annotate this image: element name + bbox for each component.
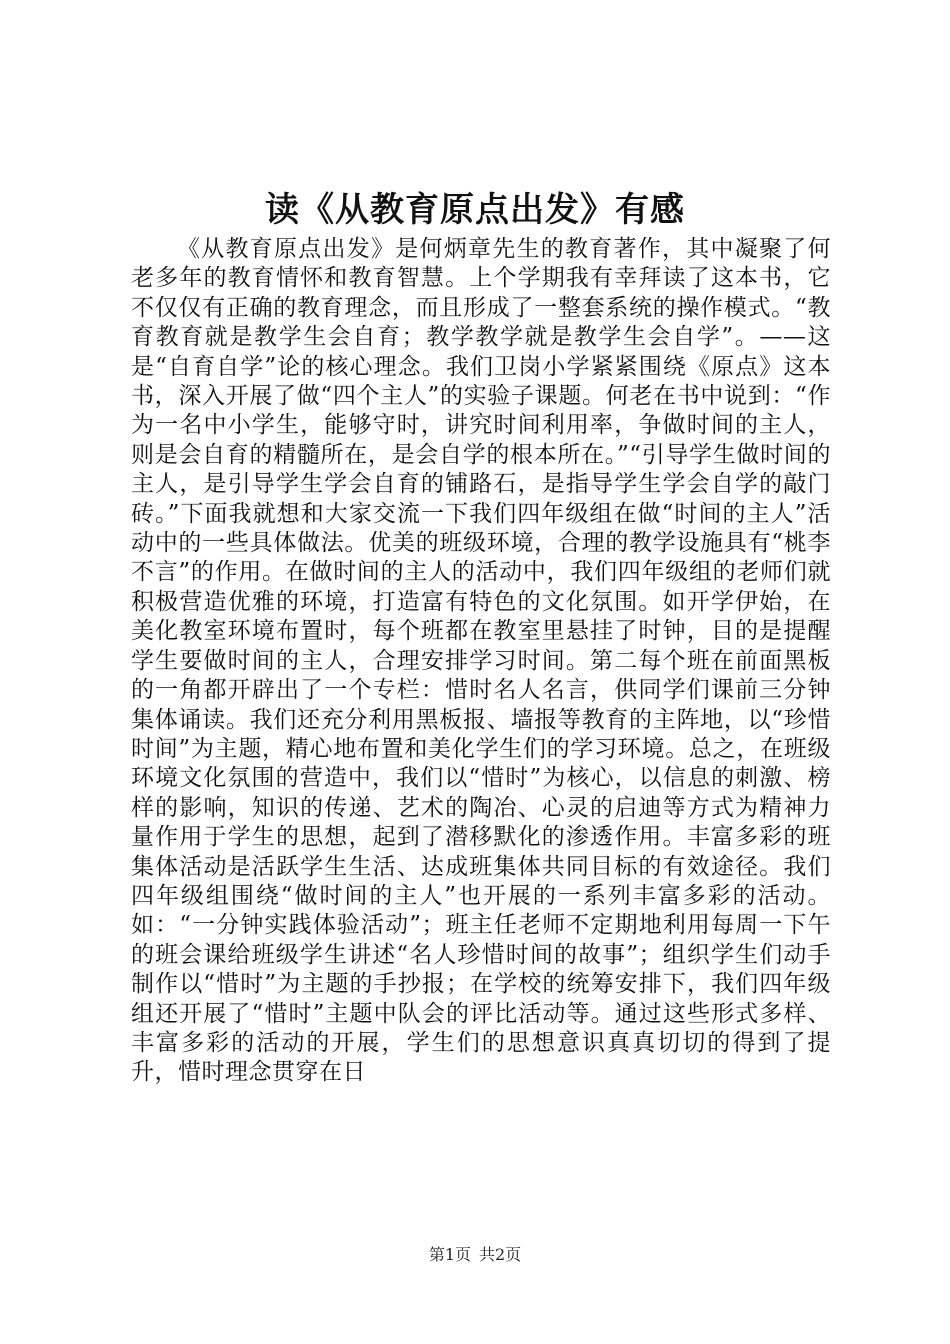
page-number-total: 共2页: [479, 1245, 522, 1264]
document-body-paragraph: 《从教育原点出发》是何炳章先生的教育著作，其中凝聚了何老多年的教育情怀和教育智慧。上个学期我有幸拜读了这本书，它不仅仅有正确的教育理念，而且形成了一整套系统的操作模式。“教育教育就是教学生会自育；教学教学就是教学生会自学”。——这是“自育自学”论的核心理念。我们卫岗小学紧紧围绕《原点》这本书，深入开展了做“四个主人”的实验子课题。何老在书中说到：“作为一名中小学生，能够守时，讲究时间利用率，争做时间的主人，则是会自育的精髓所在，是会自学的根本所在。”“引导学生做时间的主人，是引导学生学会自育的铺路石，是指导学生学会自学的敲门砖。”下面我就想和大家交流一下我们四年级组在做“时间的主人”活动中的一些具体做法。优美的班级环境，合理的教学设施具有“桃李不言”的作用。在做时间的主人的活动中，我们四年级组的老师们就积极营造优雅的环境，打造富有特色的文化氛围。如开学伊始，在美化教室环境布置时，每个班都在教室里悬挂了时钟，目的是提醒学生要做时间的主人，合理安排学习时间。第二每个班在前面黑板的一角都开辟出了一个专栏：惜时名人名言，供同学们课前三分钟集体诵读。我们还充分利用黑板报、墙报等教育的主阵地，以“珍惜时间”为主题，精心地布置和美化学生们的学习环境。总之，在班级环境文化氛围的营造中，我们以“惜时”为核心，以信息的刺激、榜样的影响，知识的传递、艺术的陶冶、心灵的启迪等方式为精神力量作用于学生的思想，起到了潜移默化的渗透作用。丰富多彩的班集体活动是活跃学生生活、达成班集体共同目标的有效途径。我们四年级组围绕“做时间的主人”也开展的一系列丰富多彩的活动。如：“一分钟实践体验活动”；班主任老师不定期地利用每周一下午的班会课给班级学生讲述“名人珍惜时间的故事”；组织学生们动手制作以“惜时”为主题的手抄报；在学校的统筹安排下，我们四年级组还开展了“惜时”主题中队会的评比活动等。通过这些形式多样、丰富多彩的活动的开展，学生们的思想意识真真切切的得到了提升，惜时理念贯穿在日: [131, 236, 831, 1086]
page-footer: [0, 1244, 950, 1266]
page-number-current: 第1页: [428, 1245, 471, 1264]
document-title: 读《从教育原点出发》有感: [265, 190, 685, 230]
